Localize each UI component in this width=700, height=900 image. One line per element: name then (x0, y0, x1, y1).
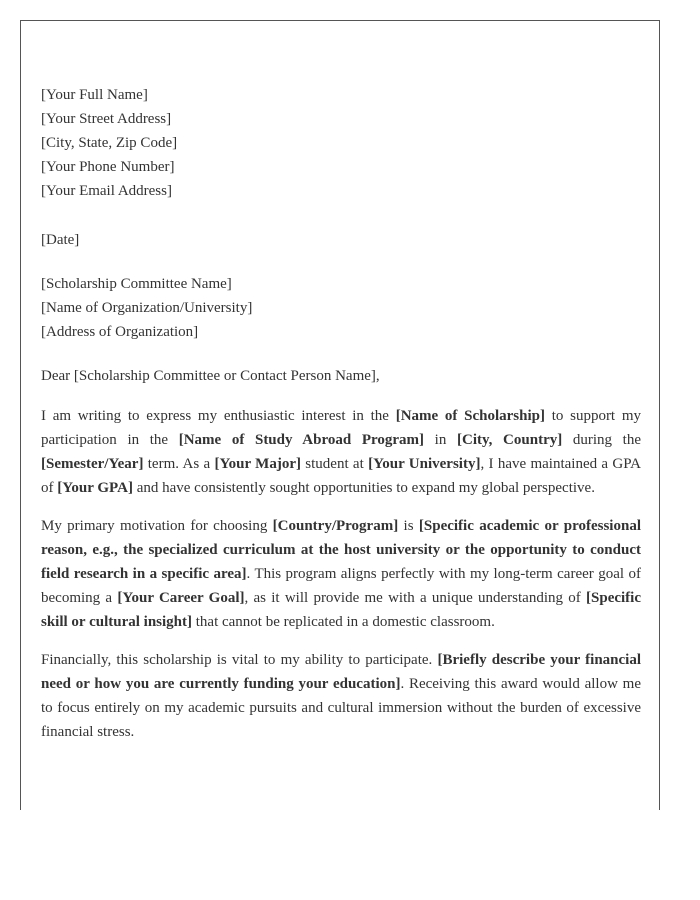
p2-placeholder-reason: [Specific academic or professional reason, e.g., the specialized curriculum at the host university or the opportunity to conduct field research in a specific area] (41, 518, 641, 582)
p1-text-5: term. As a (143, 456, 215, 472)
body-paragraph-2 (41, 514, 641, 634)
sender-block (41, 83, 641, 203)
salutation-text: Dear [Scholarship Committee or Contact Person Name], (41, 368, 380, 384)
sender-email: [Your Email Address] (41, 183, 172, 199)
p1-text-3: in (424, 432, 457, 448)
p1-placeholder-major: [Your Major] (214, 456, 301, 472)
recipient-committee: [Scholarship Committee Name] (41, 276, 232, 292)
p2-placeholder-career: [Your Career Goal] (117, 590, 245, 606)
p1-text-7: , I have maintained a GPA of (41, 456, 642, 496)
salutation (41, 364, 641, 388)
p3-placeholder-financial: [Briefly describe your financial need or how you are currently funding your education] (41, 652, 642, 692)
p1-placeholder-term: [Semester/Year] (41, 456, 144, 472)
sender-name: [Your Full Name] (41, 87, 148, 103)
p1-placeholder-university: [Your University] (368, 456, 481, 472)
recipient-organization: [Name of Organization/University] (41, 300, 253, 316)
body-paragraph-1 (41, 404, 641, 500)
p2-text-2: is (398, 518, 419, 534)
p1-placeholder-program: [Name of Study Abroad Program] (178, 432, 425, 448)
p2-text-1: My primary motivation for choosing (41, 518, 273, 534)
letter-date: [Date] (41, 232, 80, 248)
p3-text-1: Financially, this scholarship is vital to my ability to participate. (41, 652, 438, 668)
p1-text-4: during the (562, 432, 641, 448)
p3-text-2: . Receiving this award would allow me to focus entirely on my academic pursuits and cultural immersion without the burden of excessive financial stress. (41, 676, 642, 740)
recipient-address: [Address of Organization] (41, 324, 199, 340)
letter-page (20, 20, 660, 810)
p1-placeholder-gpa: [Your GPA] (57, 480, 133, 496)
p1-placeholder-scholarship: [Name of Scholarship] (395, 408, 545, 424)
letter-content (41, 83, 641, 758)
p1-text-1: I am writing to express my enthusiastic interest in the (41, 408, 396, 424)
p2-text-3: . This program aligns perfectly with my long-term career goal of becoming a (41, 566, 641, 606)
date-block (41, 228, 641, 252)
sender-city: [City, State, Zip Code] (41, 135, 178, 151)
body-paragraph-3 (41, 648, 641, 744)
recipient-block (41, 272, 641, 344)
p1-placeholder-city: [City, Country] (457, 432, 563, 448)
p2-text-4: , as it will provide me with a unique understanding of (244, 590, 587, 606)
sender-phone: [Your Phone Number] (41, 159, 175, 175)
p2-placeholder-country: [Country/Program] (272, 518, 399, 534)
p2-placeholder-skill: [Specific skill or cultural insight] (41, 590, 641, 630)
p1-text-6: student at (300, 456, 369, 472)
sender-street: [Your Street Address] (41, 111, 172, 127)
p1-text-8: and have consistently sought opportunities to expand my global perspective. (132, 480, 595, 496)
p2-text-5: that cannot be replicated in a domestic classroom. (192, 614, 495, 630)
p1-text-2: to support my participation in the (41, 408, 641, 448)
